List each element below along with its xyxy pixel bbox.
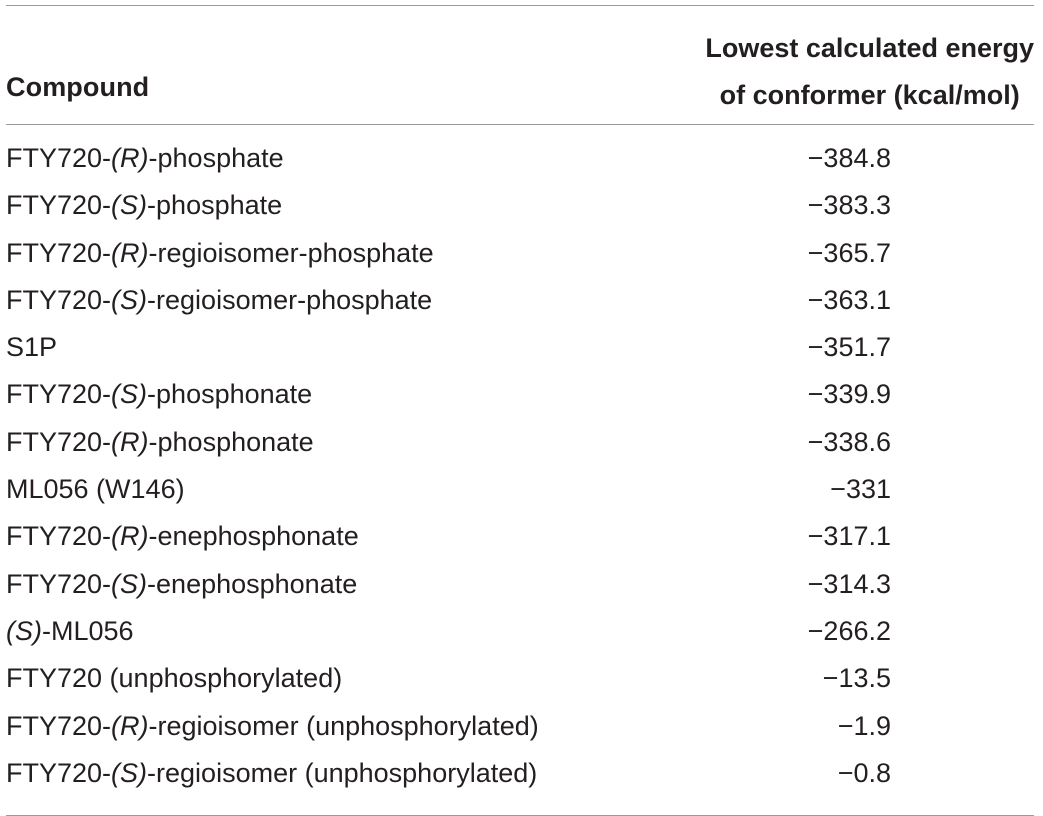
energy-value: −384.8 [807, 143, 891, 173]
compound-stereo-descriptor: (S) [6, 615, 42, 646]
table-row [6, 190, 1034, 237]
compound-stereo-descriptor: (S) [111, 568, 148, 599]
compound-name-suffix: -enephosphonate [147, 568, 358, 599]
table-row [6, 238, 1034, 285]
table-row [6, 569, 1034, 616]
table-row [6, 143, 1034, 190]
compound-name-prefix: S1P [6, 332, 58, 363]
table-row [6, 521, 1034, 568]
energy-value: −365.7 [807, 237, 891, 268]
compound-name-prefix: FTY720- [6, 568, 112, 599]
compound-name [6, 285, 432, 316]
compound-name [6, 427, 314, 458]
compound-name [6, 616, 134, 647]
energy-value: −1.9 [837, 710, 891, 741]
compound-stereo-descriptor: (R) [111, 143, 149, 173]
compound-name [6, 663, 342, 694]
compound-name [6, 379, 312, 410]
table-row [6, 285, 1034, 332]
compound-stereo-descriptor: (S) [111, 190, 148, 221]
energy-value: −13.5 [822, 663, 891, 694]
energy-value: −351.7 [807, 332, 891, 363]
table-row [6, 427, 1034, 474]
compound-stereo-descriptor: (S) [111, 757, 148, 788]
compound-name-suffix: -phosphate [148, 143, 284, 173]
table-row [6, 711, 1034, 758]
compound-name-suffix: -phosphonate [148, 426, 314, 457]
compound-name [6, 190, 282, 221]
table-row [6, 758, 1034, 805]
compound-name-prefix: FTY720- [6, 757, 112, 788]
header-compound: Compound [6, 72, 150, 102]
compound-stereo-descriptor: (S) [111, 284, 148, 315]
compound-name [6, 758, 537, 789]
energy-table [6, 5, 1034, 816]
compound-name-prefix: FTY720 (unphosphorylated) [6, 663, 343, 694]
compound-stereo-descriptor: (R) [111, 237, 149, 268]
compound-name-prefix: ML056 (W146) [6, 474, 185, 505]
energy-value: −266.2 [807, 615, 891, 646]
compound-stereo-descriptor: (R) [111, 426, 149, 457]
compound-name-suffix: -phosphonate [147, 379, 313, 410]
table-row [6, 474, 1034, 521]
energy-value: −338.6 [807, 426, 891, 457]
table-row [6, 663, 1034, 710]
compound-name [6, 474, 185, 505]
table-row [6, 616, 1034, 663]
compound-name-suffix: -enephosphonate [148, 521, 359, 552]
header-energy [705, 25, 1034, 119]
compound-name [6, 143, 284, 174]
compound-name [6, 569, 357, 600]
table-row [6, 379, 1034, 426]
compound-name-suffix: -phosphate [147, 190, 283, 221]
compound-name-prefix: FTY720- [6, 284, 112, 315]
compound-name-prefix: FTY720- [6, 379, 112, 410]
energy-value: −331 [830, 474, 891, 505]
compound-name-prefix: FTY720- [6, 710, 112, 741]
compound-name-suffix: -regioisomer-phosphate [148, 237, 434, 268]
compound-name-prefix: FTY720- [6, 426, 112, 457]
compound-stereo-descriptor: (R) [111, 521, 149, 552]
energy-value: −339.9 [807, 379, 891, 410]
compound-name-suffix: -ML056 [42, 615, 134, 646]
compound-name [6, 521, 359, 552]
energy-value: −317.1 [807, 521, 891, 552]
compound-stereo-descriptor: (R) [111, 710, 149, 741]
compound-name-suffix: -regioisomer (unphosphorylated) [148, 710, 539, 741]
compound-name-suffix: -regioisomer (unphosphorylated) [147, 757, 538, 788]
table-row [6, 332, 1034, 379]
compound-name-prefix: FTY720- [6, 237, 112, 268]
energy-value: −383.3 [807, 190, 891, 221]
table-header [6, 6, 1034, 124]
compound-name-prefix: FTY720- [6, 521, 112, 552]
compound-name-suffix: -regioisomer-phosphate [147, 284, 433, 315]
table-body [6, 125, 1034, 815]
compound-name-prefix: FTY720- [6, 143, 112, 173]
energy-value: −363.1 [807, 284, 891, 315]
compound-name [6, 711, 539, 742]
energy-value: −0.8 [837, 757, 891, 788]
header-energy-line1: Lowest calculated energy [705, 33, 1034, 63]
compound-name [6, 332, 57, 363]
header-energy-line2: of conformer (kcal/mol) [719, 80, 1020, 110]
compound-name [6, 238, 434, 269]
energy-value: −314.3 [807, 568, 891, 599]
compound-stereo-descriptor: (S) [111, 379, 148, 410]
compound-name-prefix: FTY720- [6, 190, 112, 221]
